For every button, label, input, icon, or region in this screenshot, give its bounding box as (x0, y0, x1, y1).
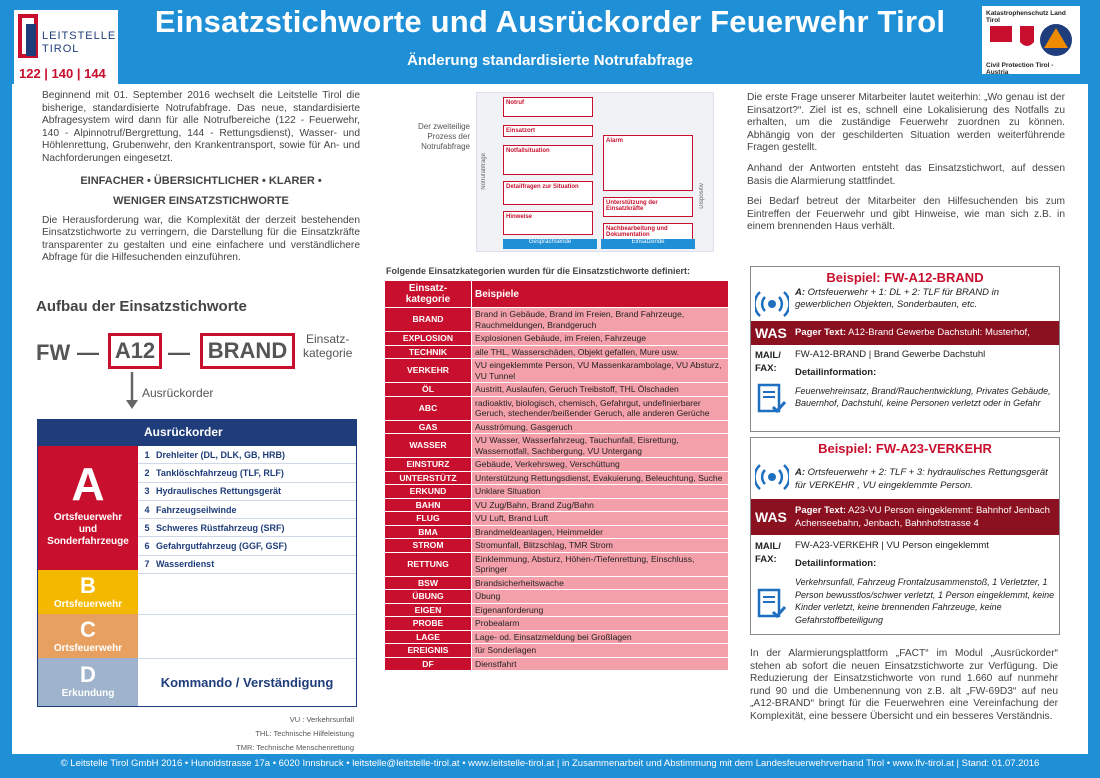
category-key: PROBE (385, 617, 472, 631)
category-examples: Austritt, Auslaufen, Geruch Treibstoff, THL Ölschaden (472, 383, 729, 397)
ao-item (138, 501, 356, 519)
category-key: WASSER (385, 434, 472, 458)
kat-logo-emblem (988, 22, 1074, 62)
category-row (385, 332, 729, 346)
step-unterstuetzung: Unterstützung der Einsatzkräfte (603, 197, 693, 217)
category-row (385, 657, 729, 671)
category-examples: Unklare Situation (472, 485, 729, 499)
category-row (385, 644, 729, 658)
step-nachbearbeitung: Nachbearbeitung und Dokumentation (603, 223, 693, 243)
ao-item-num: 1 (144, 449, 150, 460)
ausrueckorder-table (37, 419, 357, 707)
katastrophenschutz-logo (982, 6, 1080, 74)
ao-item (138, 483, 356, 501)
category-key: VERKEHR (385, 359, 472, 383)
aufbau-cat: BRAND (200, 333, 295, 369)
category-examples: Ausströmung, Gasgeruch (472, 420, 729, 434)
ao-item-num: 3 (144, 486, 150, 497)
ao-item-text: Fahrzeugseilwinde (156, 504, 237, 515)
example1-alarm-a: A: (795, 287, 806, 298)
aufbau-dash1: — (77, 340, 99, 365)
page-title: Einsatzstichworte und Ausrückorder Feuerwehr Tirol (154, 4, 946, 39)
example1-alarm (795, 287, 1055, 311)
aufbau-fw: FW (36, 340, 71, 365)
slogan-line2: WENIGER EINSATZSTICHWORTE (113, 194, 289, 207)
ao-c-cell (138, 614, 356, 659)
example1-mailfax (755, 349, 781, 375)
category-key: EREIGNIS (385, 644, 472, 658)
intro-text: Beginnend mit 01. September 2016 wechselt die Leitstelle Tirol die bisherige, standardisierte Notrufabfrage. Das neue, standardisierte Abfragesystem wird dann für alle Notrufbereiche (122 - Feuerwehr, 140 - Alpinnotruf/Bergrettung, 144 - Rettungsdienst), Wasser- und Höhlenrettung, Grubenwehr, den Krankentransport, sowie für An- und Nachforderungen eingesetzt. (42, 90, 360, 164)
ao-item-text: Drehleiter (DL, DLK, GB, HRB) (156, 449, 286, 460)
process-steps-left (503, 97, 593, 235)
category-row (385, 525, 729, 539)
ao-item-num: 6 (144, 541, 150, 552)
process-steps-right (603, 135, 693, 243)
alarm-signal-icon (755, 289, 789, 319)
kat-logo-top: Katastrophenschutz Land Tirol (986, 10, 1066, 24)
ao-items (138, 446, 356, 574)
category-key: BAHN (385, 498, 472, 512)
page-subtitle: Änderung standardisierte Notrufabfrage (407, 52, 693, 69)
category-row (385, 590, 729, 604)
ao-b-letter: B (80, 573, 96, 598)
category-examples: Eigenanforderung (472, 603, 729, 617)
category-row (385, 576, 729, 590)
category-examples: Gebäude, Verkehrsweg, Verschüttung (472, 458, 729, 472)
example2-mail-text: FW-A23-VERKEHR | VU Person eingeklemmt (795, 540, 989, 551)
aufbau-cat-label1: Einsatz- (306, 332, 350, 346)
ao-item-text: Wasserdienst (156, 559, 215, 570)
logo-line1: LEITSTELLE (42, 30, 117, 42)
ao-item-num: 4 (144, 504, 150, 515)
example2-box (750, 437, 1060, 635)
categories-table (384, 280, 729, 671)
category-examples: radioaktiv, biologisch, chemisch, Gefahrgut, undefinierbarer Geruch, stechender/beißender Geruch, alle anderen Gerüche (472, 396, 729, 420)
ao-c-letter: C (80, 617, 96, 642)
step-einsatzort: Einsatzort (503, 125, 593, 137)
aufbau-code: A12 (108, 333, 162, 369)
category-examples: Probealarm (472, 617, 729, 631)
intro-text2: Die Herausforderung war, die Komplexität der derzeit bestehenden Einsatzstichworte zu verringern, die Darstellung für die Einsatzkräfte transparenter zu gestalten und eine einfachere und verständlichere Abfrage für die Hilfesuchenden einzuführen. (42, 214, 360, 264)
category-key: DF (385, 657, 472, 671)
categories-head-k1: Einsatz- (408, 283, 448, 294)
logo-line2: TIROL (42, 43, 80, 55)
example1-alarm-text: Ortsfeuerwehr + 1: DL + 2: TLF für BRAND in gewerblichen Objekten, Sonderbauten, etc. (795, 287, 999, 310)
ao-a-letter: A (71, 458, 105, 510)
ao-item-num: 7 (144, 559, 150, 570)
ao-c-label: Ortsfeuerwehr (53, 643, 123, 654)
example1-pager-text: A12-Brand Gewerbe Dachstuhl: Musterhof, (848, 327, 1030, 338)
leitstelle-logo (14, 10, 118, 86)
category-examples: Stromunfall, Blitzschlag, TMR Strom (472, 539, 729, 553)
category-examples: Brand in Gebäude, Brand im Freien, Brand Fahrzeuge, Rauchmeldungen, Brandgeruch (472, 308, 729, 332)
example1-mail-label: MAIL/ (755, 350, 781, 361)
category-row (385, 345, 729, 359)
step-detailfragen: Detailfragen zur Situation (503, 181, 593, 205)
example1-was-bar (751, 321, 1059, 345)
category-key: BRAND (385, 308, 472, 332)
ao-item-text: Schweres Rüstfahrzeug (SRF) (156, 522, 285, 533)
category-examples: Lage- od. Einsatzmeldung bei Großlagen (472, 630, 729, 644)
example2-pager-label: Pager Text: (795, 505, 847, 516)
category-key: FLUG (385, 512, 472, 526)
category-row (385, 485, 729, 499)
category-examples: für Sonderlagen (472, 644, 729, 658)
ao-d-label: Erkundung (61, 688, 115, 699)
category-examples: Brandsicherheitswache (472, 576, 729, 590)
step-alarm: Alarm (603, 135, 693, 191)
abbrev-thl: THL: Technische Hilfeleistung (255, 729, 354, 738)
example2-pager-text: A23-VU Person eingeklemmt: Bahnhof Jenbach Achenseebahn, Jenbach, Bahnhofstrasse 4 (795, 505, 1050, 529)
categories-head-k (385, 281, 472, 308)
ao-item (138, 446, 356, 464)
category-key: EINSTURZ (385, 458, 472, 472)
category-row (385, 396, 729, 420)
slogan-line1: EINFACHER • ÜBERSICHTLICHER • KLARER • (80, 174, 322, 187)
ao-b-label: Ortsfeuerwehr (53, 599, 123, 610)
category-row (385, 383, 729, 397)
category-key: LAGE (385, 630, 472, 644)
category-examples: Einklemmung, Absturz, Höhen-/Tiefenrettung, Einschluss, Springer (472, 552, 729, 576)
document-check-icon (757, 588, 787, 620)
right-text-bottom (750, 648, 1058, 724)
aufbau-order-label: Ausrückorder (142, 386, 214, 400)
example1-detail-text: Feuerwehreinsatz, Brand/Rauchentwicklung, Privates Gebäude, Bauernhof, Dachstuhl, keine Personen verletzt oder in Gefahr (795, 386, 1051, 408)
example2-alarm (795, 466, 1055, 492)
ao-item-text: Hydraulisches Rettungsgerät (156, 486, 282, 497)
example2-title: Beispiel: FW-A23-VERKEHR (818, 441, 992, 456)
category-row (385, 603, 729, 617)
aufbau-cat-label (303, 332, 352, 360)
process-left-label: Notrufabfrage (481, 153, 487, 190)
example1-title: Beispiel: FW-A12-BRAND (826, 270, 984, 285)
category-examples: VU Luft, Brand Luft (472, 512, 729, 526)
category-key: ÖL (385, 383, 472, 397)
ao-item (138, 519, 356, 537)
category-key: GAS (385, 420, 472, 434)
category-row (385, 458, 729, 472)
category-examples: VU eingeklemmte Person, VU Massenkarambolage, VU Absturz, VU Tunnel (472, 359, 729, 383)
abbrev-vu: VU : Verkehrsunfall (289, 715, 354, 724)
category-examples: Unterstützung Rettungsdienst, Evakuierung, Beleuchtung, Suche (472, 471, 729, 485)
ao-d-text: Kommando / Verständigung (160, 674, 334, 690)
category-examples: Übung (472, 590, 729, 604)
category-row (385, 308, 729, 332)
categories-header-row (385, 281, 729, 308)
category-key: ERKUND (385, 485, 472, 499)
example2-mail-label: MAIL/ (755, 541, 781, 552)
category-examples: Brandmeldeanlagen, Heimmelder (472, 525, 729, 539)
category-row (385, 434, 729, 458)
category-row (385, 539, 729, 553)
process-end-left: Gesprächsende (503, 239, 597, 249)
ao-d-letter: D (80, 662, 96, 687)
category-examples: VU Wasser, Wasserfahrzeug, Tauchunfall, Eisrettung, Wassernotfall, Sachbergung, VU Untergang (472, 434, 729, 458)
category-key: ABC (385, 396, 472, 420)
aufbau-title: Aufbau der Einsatzstichworte (36, 298, 247, 315)
example2-was: WAS (755, 509, 787, 525)
process-diagram (476, 92, 714, 252)
category-key: TECHNIK (385, 345, 472, 359)
category-row (385, 512, 729, 526)
categories-head-k2: kategorie (405, 294, 451, 305)
right-text-top (747, 92, 1065, 234)
category-examples: alle THL, Wasserschäden, Objekt gefallen, Mure usw. (472, 345, 729, 359)
example1-was: WAS (755, 325, 787, 341)
category-examples: VU Zug/Bahn, Brand Zug/Bahn (472, 498, 729, 512)
example2-alarm-text: Ortsfeuerwehr + 2: TLF + 3: hydraulisches Rettungsgerät für VERKEHR , VU eingeklemmte Person. (795, 467, 1048, 491)
step-notruf: Notruf (503, 97, 593, 117)
category-examples: Explosionen Gebäude, im Freien, Fahrzeuge (472, 332, 729, 346)
category-key: EIGEN (385, 603, 472, 617)
example1-pager-label: Pager Text: (795, 327, 847, 338)
ao-b-block (38, 570, 138, 614)
abbrev-tmr: TMR: Technische Menschenrettung (236, 743, 354, 752)
example2-was-bar (751, 499, 1059, 535)
category-row (385, 420, 729, 434)
example1-mail-text: FW-A12-BRAND | Brand Gewerbe Dachstuhl (795, 349, 986, 360)
ao-b-cell (138, 570, 356, 615)
right-text-p1: Die erste Frage unserer Mitarbeiter lautet weiterhin: „Wo genau ist der Einsatzort?“. Ziel ist es, schnell eine Lokalisierung des Notfalls zu erhalten, um die zuständige Feuerwehr zuordnen zu können. Abhängig von der geschilderten Situation werden weiterführende Fragen gestellt. (747, 92, 1065, 154)
category-row (385, 630, 729, 644)
categories-table-wrap (384, 280, 729, 671)
category-row (385, 359, 729, 383)
process-caption: Der zweiteilige Prozess der Notrufabfrage (417, 122, 470, 151)
process-right-label: Dispositiv (699, 183, 705, 209)
alarm-signal-icon (755, 462, 789, 492)
example1-detail-label: Detailinformation: (795, 367, 877, 378)
aufbau-dash2: — (168, 340, 190, 365)
intro-section (42, 90, 360, 265)
example1-box (750, 266, 1060, 432)
example2-detail-text: Verkehrsunfall, Fahrzeug Frontalzusammenstoß, 1 Verletzter, 1 Person bewusstlos/schwer verletzt, 1 Person eingeklemmt, keine Kinder verletzt, keine brennenden Fahrzeuge, keine Gefahrstoffbeteiligung (795, 577, 1055, 625)
category-key: ÜBUNG (385, 590, 472, 604)
logo-numbers: 122 | 140 | 144 (19, 66, 106, 81)
category-row (385, 552, 729, 576)
ao-item-text: Gefahrgutfahrzeug (GGF, GSF) (156, 541, 288, 552)
category-examples: Dienstfahrt (472, 657, 729, 671)
category-key: RETTUNG (385, 552, 472, 576)
category-key: BSW (385, 576, 472, 590)
step-notfallsituation: Notfallsituation (503, 145, 593, 175)
ao-a-label3: Sonderfahrzeuge (47, 536, 129, 547)
ao-a-label1: Ortsfeuerwehr (53, 512, 123, 523)
example2-alarm-a: A: (795, 467, 806, 478)
example1-pager (795, 327, 1030, 338)
ao-item-num: 5 (144, 522, 150, 533)
category-row (385, 471, 729, 485)
example2-fax-label: FAX: (755, 554, 777, 565)
ao-item-text: Tanklöschfahrzeug (TLF, RLF) (156, 467, 284, 478)
abbreviations (200, 713, 354, 755)
ao-header: Ausrückorder (144, 425, 223, 439)
right-text-p4: In der Alarmierungsplattform „FACT“ im Modul „Ausrückorder“ stehen ab sofort die neuen Einsatzstichworte zur Verfügung. Die Reduzierung der Einsatzstichworte von rund 1.660 auf nunmehr rund 90 und die Umbenennung von z.B. alt „FW-69D3“ auf neu „A12-BRAND“ bringt für die Feuerwehren eine Vereinfachung der Komplexität, eine bessere Übersicht und ein besseres Verständnis. (750, 648, 1058, 722)
categories-head-v: Beispiele (472, 281, 729, 308)
process-end-right: Einsatzende (601, 239, 695, 249)
document-check-icon (757, 383, 787, 415)
category-row (385, 617, 729, 631)
ao-item (138, 537, 356, 555)
step-hinweise: Hinweise (503, 211, 593, 235)
footer: © Leitstelle Tirol GmbH 2016 • Hunoldstrasse 17a • 6020 Innsbruck • leitstelle@leitstelle-tirol.at • www.leitstelle-tirol.at | in Zusammenarbeit und Abstimmung mit dem Landesfeuerwehrverband Tirol • www.lfv-tirol.at | Stand: 01.07.2016 (60, 758, 1040, 769)
category-key: STROM (385, 539, 472, 553)
example2-detail-label: Detailinformation: (795, 558, 877, 569)
category-key: UNTERSTÜTZ (385, 471, 472, 485)
kat-logo-bottom: Civil Protection Tirol - Austria (986, 62, 1054, 76)
arrow-down-icon (124, 372, 140, 410)
example1-fax-label: FAX: (755, 363, 777, 374)
category-row (385, 498, 729, 512)
ao-a-label2: und (78, 524, 98, 535)
right-text-p3: Bei Bedarf betreut der Mitarbeiter den Hilfesuchenden bis zum Eintreffen der Feuerwehr und gibt Hinweise, wie man sich z.B. in einem brennenden Haus verhält. (747, 196, 1065, 233)
category-key: BMA (385, 525, 472, 539)
ao-item-num: 2 (144, 467, 150, 478)
example2-pager (795, 504, 1055, 530)
ao-c-block (38, 614, 138, 658)
categories-intro: Folgende Einsatzkategorien wurden für die Einsatzstichworte definiert: (386, 266, 691, 276)
right-text-p2: Anhand der Antworten entsteht das Einsatzstichwort, auf dessen Basis die Alarmierung stattfindet. (747, 162, 1065, 187)
ao-a-block (38, 446, 138, 570)
ao-item (138, 464, 356, 482)
category-key: EXPLOSION (385, 332, 472, 346)
ao-d-block (38, 658, 138, 706)
aufbau-cat-label2: kategorie (303, 346, 353, 360)
example2-mailfax (755, 540, 781, 566)
